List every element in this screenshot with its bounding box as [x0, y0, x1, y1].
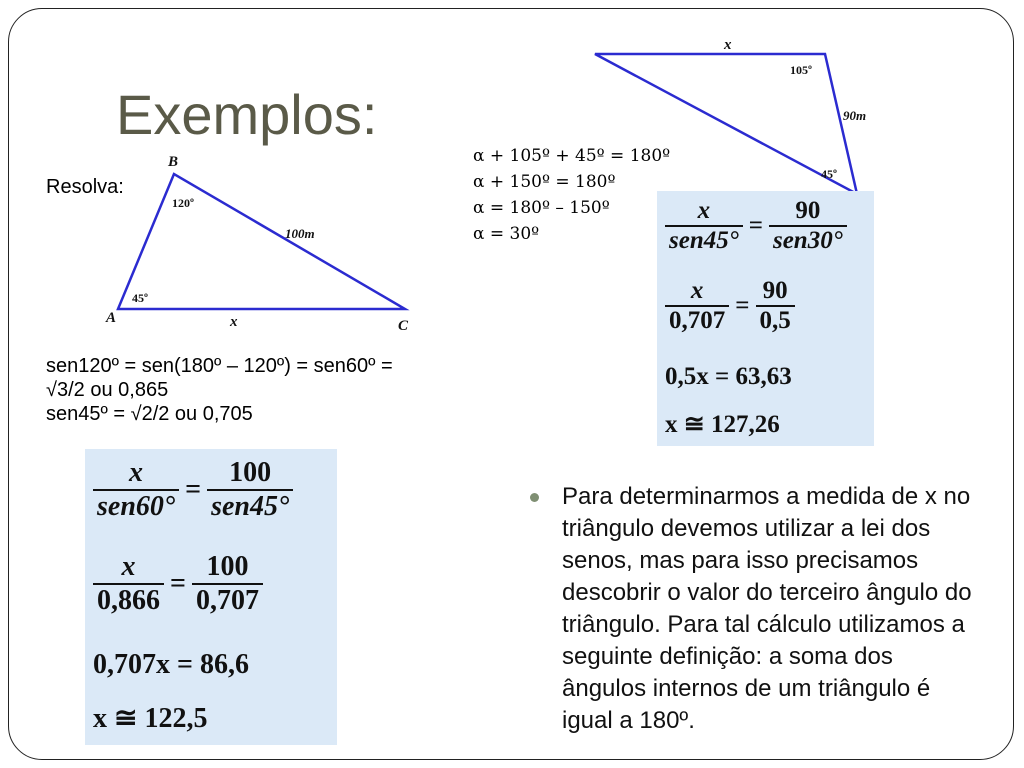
fraction: $\frac{x}{\text{sen45°}}$ — [665, 197, 743, 255]
angle-bottom-label: 45º — [821, 167, 837, 181]
slide-title: Exemplos: — [116, 83, 378, 146]
angle-a-label: 45º — [132, 291, 148, 305]
fraction: $\frac{x}{\text{sen60°}}$ — [93, 457, 179, 523]
sine-notes — [46, 354, 393, 426]
alpha-steps — [473, 143, 670, 247]
fraction: $\frac{100}{0,707}$ — [192, 551, 263, 617]
equation-row: x ≅ 122,5 — [93, 703, 208, 734]
bullet-icon — [530, 493, 539, 502]
side-top-label: x — [724, 37, 732, 53]
sine-note-line: sen120º = sen(180º – 120º) = sen60º = — [46, 355, 393, 377]
fraction: $\frac{100}{\text{sen45°}}$ — [207, 457, 293, 523]
side-bc-label: 100m — [285, 226, 315, 241]
fraction: $\frac{x}{0,707}$ — [665, 277, 729, 335]
triangle-abc-shape — [118, 174, 405, 309]
equation-row: $\frac{x}{0,707}$ = $\frac{90}{0,5}$ — [665, 277, 795, 335]
fraction: $\frac{90}{0,5}$ — [756, 277, 795, 335]
left-equation-box — [85, 449, 337, 745]
equation-row: 0,5x = 63,63 — [665, 363, 792, 390]
sine-note-line: √3/2 ou 0,865 — [46, 379, 169, 401]
sine-note-line: sen45º = √2/2 ou 0,705 — [46, 403, 253, 425]
vertex-a-label: A — [106, 310, 117, 326]
vertex-c-label: C — [398, 318, 409, 334]
resolva-label: Resolva: — [46, 176, 124, 198]
angle-b-label: 120º — [172, 196, 194, 210]
vertex-b-label: B — [168, 154, 179, 170]
equation-row: 0,707x = 86,6 — [93, 649, 249, 680]
equation-row: $\frac{x}{0,866}$ = $\frac{100}{0,707}$ — [93, 551, 263, 617]
equation-row: $\frac{x}{\text{sen60°}}$ = $\frac{100}{\text{sen45°}}$ — [93, 457, 293, 523]
explanation-text: Para determinarmos a medida de x no triângulo devemos utilizar a lei dos senos, mas para isso precisamos descobrir o valor do terceiro ângulo do triângulo. Para tal cálculo utilizamos a seguinte definição: a soma dos ângulos internos de um triângulo é igual a 180º. — [562, 483, 972, 734]
equation-row: x ≅ 127,26 — [665, 411, 780, 438]
side-ac-label: x — [230, 314, 238, 330]
side-right-label: 90m — [843, 108, 867, 123]
fraction: $\frac{90}{\text{sen30°}}$ — [769, 197, 847, 255]
explanation-bullet — [530, 481, 980, 737]
alpha-step: α = 30º — [473, 224, 540, 244]
fraction: $\frac{x}{0,866}$ — [93, 551, 164, 617]
triangle-abc-figure — [100, 150, 430, 335]
alpha-step: α + 105º + 45º = 180º — [473, 146, 671, 166]
alpha-step: α + 150º = 180º — [473, 172, 616, 192]
right-equation-box — [657, 191, 874, 446]
alpha-step: α = 180º – 150º — [473, 198, 610, 218]
equation-row: $\frac{x}{\text{sen45°}}$ = $\frac{90}{\text{sen30°}}$ — [665, 197, 847, 255]
angle-top-right-label: 105º — [790, 63, 812, 77]
